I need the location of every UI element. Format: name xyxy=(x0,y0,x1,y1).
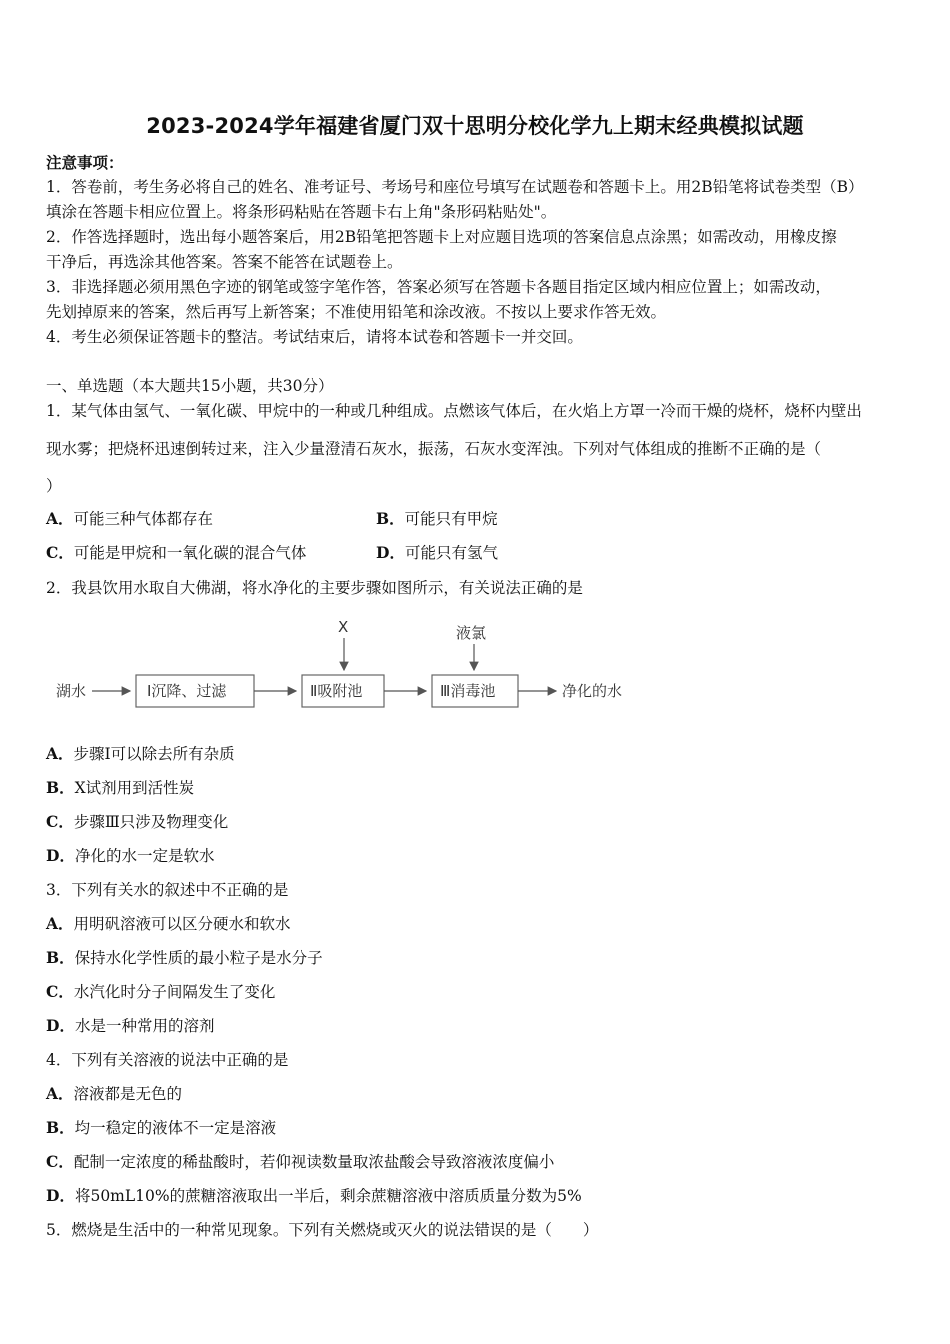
notice-line: 2．作答选择题时，选出每小题答案后，用2B铅笔把答题卡上对应题目选项的答案信息点涂黑；如需改动，用橡皮擦 xyxy=(46,228,837,246)
question-2-option-c[interactable] xyxy=(46,811,228,833)
option-text: 用明矾溶液可以区分硬水和软水 xyxy=(73,915,291,933)
question-1-option-d[interactable] xyxy=(376,542,498,564)
question-3-stem: 3．下列有关水的叙述中不正确的是 xyxy=(46,881,289,899)
question-1-option-b[interactable] xyxy=(376,508,498,530)
question-2-option-d[interactable] xyxy=(46,845,214,867)
input-x-label: X xyxy=(338,618,349,636)
option-text: 净化的水一定是软水 xyxy=(74,847,215,865)
section-heading: 一、单选题（本大题共15小题，共30分） xyxy=(46,377,334,395)
notice-line: 填涂在答题卡相应位置上。将条形码粘贴在答题卡右上角"条形码粘贴处"。 xyxy=(46,203,557,221)
option-letter: A． xyxy=(46,914,74,933)
option-letter: D． xyxy=(376,543,405,562)
option-text: 可能只有甲烷 xyxy=(404,510,498,528)
question-2-option-a[interactable] xyxy=(46,743,235,765)
option-text: 水汽化时分子间隔发生了变化 xyxy=(73,983,276,1001)
question-1-stem: ） xyxy=(46,477,62,495)
option-letter: C． xyxy=(46,812,74,831)
notice-line: 4．考生必须保证答题卡的整洁。考试结束后，请将本试卷和答题卡一并交回。 xyxy=(46,328,583,346)
option-text: 配制一定浓度的稀盐酸时，若仰视读数量取浓盐酸会导致溶液浓度偏小 xyxy=(73,1153,555,1171)
question-3-option-a[interactable] xyxy=(46,913,291,935)
question-1-stem: 1．某气体由氢气、一氧化碳、甲烷中的一种或几种组成。点燃该气体后，在火焰上方罩一冷而干燥的烧杯，烧杯内壁出 xyxy=(46,402,862,420)
question-4-option-a[interactable] xyxy=(46,1083,182,1105)
page-title: 2023-2024学年福建省厦门双十思明分校化学九上期末经典模拟试题 xyxy=(146,114,804,138)
diagram-source-label: 湖水 xyxy=(56,682,87,700)
question-3-option-c[interactable] xyxy=(46,981,275,1003)
option-text: 可能三种气体都存在 xyxy=(73,510,214,528)
question-4-stem: 4．下列有关溶液的说法中正确的是 xyxy=(46,1051,289,1069)
question-3-option-b[interactable] xyxy=(46,947,323,969)
option-text: 保持水化学性质的最小粒子是水分子 xyxy=(74,949,323,967)
option-text: 水是一种常用的溶剂 xyxy=(74,1017,215,1035)
diagram-output-label: 净化的水 xyxy=(562,682,623,700)
option-letter: C． xyxy=(46,1152,74,1171)
option-text: 步骤Ⅲ只涉及物理变化 xyxy=(73,813,229,831)
option-text: X试剂用到活性炭 xyxy=(74,779,195,797)
option-letter: B． xyxy=(376,509,405,528)
notice-heading: 注意事项： xyxy=(46,153,124,172)
step-1-label: Ⅰ沉降、过滤 xyxy=(147,682,227,700)
question-4-option-d[interactable] xyxy=(46,1185,582,1207)
option-text: 步骤Ⅰ可以除去所有杂质 xyxy=(73,745,235,763)
option-text: 将50mL10%的蔗糖溶液取出一半后，剩余蔗糖溶液中溶质质量分数为5% xyxy=(74,1187,582,1205)
water-purification-diagram xyxy=(50,612,650,722)
option-text: 溶液都是无色的 xyxy=(73,1085,183,1103)
option-letter: B． xyxy=(46,948,75,967)
option-letter: C． xyxy=(46,543,74,562)
notice-line: 3．非选择题必须用黑色字迹的钢笔或签字笔作答，答案必须写在答题卡各题目指定区域内相应位置上；如需改动， xyxy=(46,278,831,296)
option-letter: A． xyxy=(46,1084,74,1103)
notice-line: 干净后，再选涂其他答案。答案不能答在试题卷上。 xyxy=(46,253,403,271)
option-letter: A． xyxy=(46,509,74,528)
question-1-option-c[interactable] xyxy=(46,542,306,564)
question-4-option-c[interactable] xyxy=(46,1151,554,1173)
question-2-option-b[interactable] xyxy=(46,777,194,799)
input-chlorine-label: 液氯 xyxy=(456,624,487,642)
option-letter: B． xyxy=(46,1118,75,1137)
option-letter: B． xyxy=(46,778,75,797)
option-letter: D． xyxy=(46,1186,75,1205)
option-letter: C． xyxy=(46,982,74,1001)
option-letter: D． xyxy=(46,1016,75,1035)
question-1-option-a[interactable] xyxy=(46,508,213,530)
option-letter: D． xyxy=(46,846,75,865)
notice-line: 先划掉原来的答案，然后再写上新答案；不准使用铅笔和涂改液。不按以上要求作答无效。 xyxy=(46,303,667,321)
question-1-stem: 现水雾；把烧杯迅速倒转过来，注入少量澄清石灰水，振荡，石灰水变浑浊。下列对气体组成的推断不正确的是（ xyxy=(46,440,822,458)
question-4-option-b[interactable] xyxy=(46,1117,276,1139)
option-text: 可能只有氢气 xyxy=(404,544,498,562)
option-text: 均一稳定的液体不一定是溶液 xyxy=(74,1119,277,1137)
option-letter: A． xyxy=(46,744,74,763)
step-3-label: Ⅲ消毒池 xyxy=(440,682,496,700)
option-text: 可能是甲烷和一氧化碳的混合气体 xyxy=(73,544,307,562)
question-3-option-d[interactable] xyxy=(46,1015,214,1037)
step-2-label: Ⅱ吸附池 xyxy=(310,682,363,700)
notice-line: 1．答卷前，考生务必将自己的姓名、准考证号、考场号和座位号填写在试题卷和答题卡上。用2B铅笔将试卷类型（B） xyxy=(46,178,864,196)
question-5-stem: 5．燃烧是生活中的一种常见现象。下列有关燃烧或灭火的说法错误的是（ ） xyxy=(46,1221,599,1239)
question-2-stem: 2．我县饮用水取自大佛湖，将水净化的主要步骤如图所示，有关说法正确的是 xyxy=(46,579,583,597)
